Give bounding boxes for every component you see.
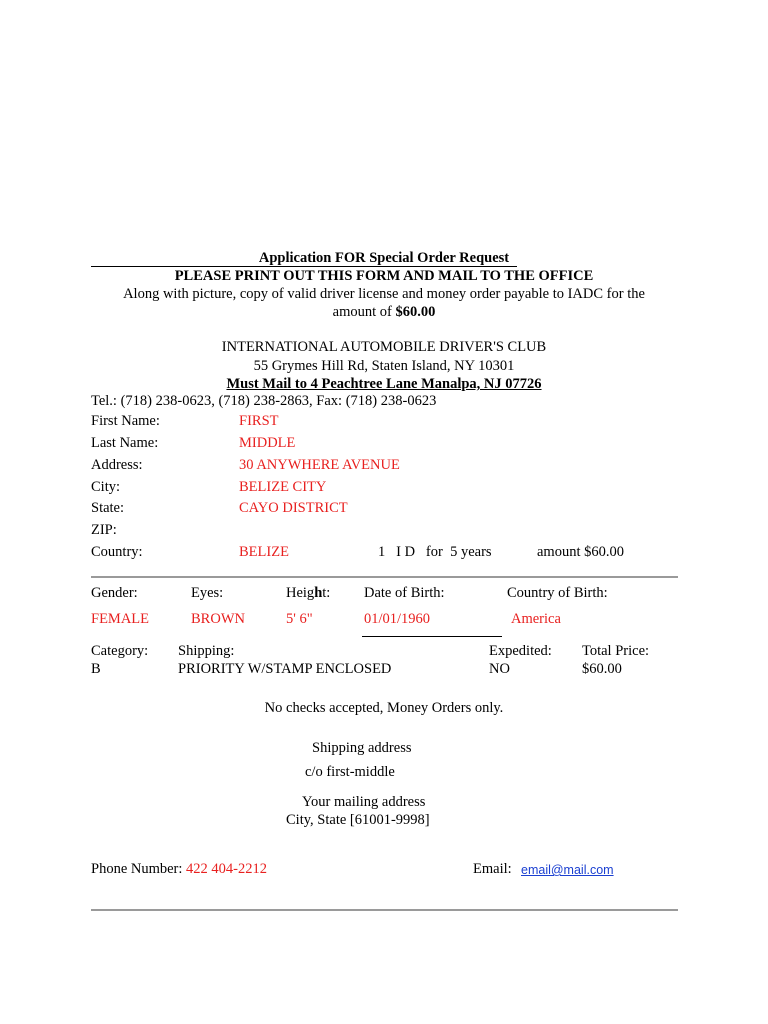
first-name-label: First Name: — [91, 413, 160, 429]
last-name-label: Last Name: — [91, 435, 159, 451]
eyes-value: BROWN — [191, 611, 245, 627]
category-label: Category: — [91, 643, 149, 659]
address-value: 30 ANYWHERE AVENUE — [239, 457, 400, 473]
height-label-a: Heig — [286, 585, 315, 601]
city-label: City: — [91, 479, 121, 495]
section-divider-bottom — [91, 909, 678, 911]
expedited-value: NO — [489, 661, 510, 677]
total-price-value: $60.00 — [582, 661, 622, 677]
height-label-c: t: — [322, 585, 331, 601]
city-state-line: City, State [61001-9998] — [286, 812, 430, 828]
height-label-b: h — [314, 585, 323, 601]
payment-note: No checks accepted, Money Orders only. — [264, 700, 504, 716]
club-address: 55 Grymes Hill Rd, Staten Island, NY 10301 — [253, 358, 515, 374]
expedited-label: Expedited: — [489, 643, 552, 659]
city-value: BELIZE CITY — [239, 479, 327, 495]
country-label: Country: — [91, 544, 143, 560]
amount-prefix: amount of — [332, 304, 396, 320]
email-label: Email: — [473, 861, 512, 877]
club-name: INTERNATIONAL AUTOMOBILE DRIVER'S CLUB — [221, 339, 547, 355]
id-amount: amount $60.00 — [537, 544, 624, 560]
dob-underline — [362, 636, 502, 637]
first-name-value: FIRST — [239, 413, 279, 429]
shipping-label: Shipping: — [178, 643, 235, 659]
category-value: B — [91, 661, 101, 677]
height-label — [286, 585, 330, 602]
section-divider-top — [91, 576, 678, 578]
title-underline — [91, 266, 517, 267]
phone-label: Phone Number: — [91, 861, 187, 877]
zip-label: ZIP: — [91, 522, 117, 538]
gender-label: Gender: — [91, 585, 138, 601]
form-title: Application FOR Special Order Request — [258, 250, 510, 266]
shipping-value: PRIORITY W/STAMP ENCLOSED — [178, 661, 392, 677]
must-mail-address: Must Mail to 4 Peachtree Lane Manalpa, NJ 07726 — [226, 376, 542, 392]
total-price-label: Total Price: — [582, 643, 650, 659]
mailing-address-line: Your mailing address — [302, 794, 426, 810]
cob-label: Country of Birth: — [507, 585, 608, 601]
last-name-value: MIDDLE — [239, 435, 296, 451]
dob-label: Date of Birth: — [364, 585, 445, 601]
amount-value: $60.00 — [395, 304, 436, 320]
eyes-label: Eyes: — [191, 585, 224, 601]
address-label: Address: — [91, 457, 143, 473]
country-value: BELIZE — [239, 544, 289, 560]
id-duration: 1 I D for 5 years — [378, 544, 492, 560]
shipping-address-heading: Shipping address — [312, 740, 412, 756]
amount-line — [0, 304, 768, 321]
phone-value: 422 404-2212 — [186, 861, 268, 877]
cob-value: America — [511, 611, 561, 627]
dob-value: 01/01/1960 — [364, 611, 431, 627]
care-of-line: c/o first-middle — [305, 764, 395, 780]
along-with-line: Along with picture, copy of valid driver license and money order payable to IADC for the — [123, 286, 645, 302]
state-label: State: — [91, 500, 125, 516]
phone-line — [91, 861, 267, 878]
gender-value: FEMALE — [91, 611, 149, 627]
club-phone: Tel.: (718) 238-0623, (718) 238-2863, Fax: (718) 238-0623 — [91, 393, 437, 409]
height-value: 5' 6" — [286, 611, 313, 627]
state-value: CAYO DISTRICT — [239, 500, 348, 516]
print-instruction: PLEASE PRINT OUT THIS FORM AND MAIL TO THE OFFICE — [174, 268, 594, 284]
email-link[interactable]: email@mail.com — [521, 863, 614, 877]
